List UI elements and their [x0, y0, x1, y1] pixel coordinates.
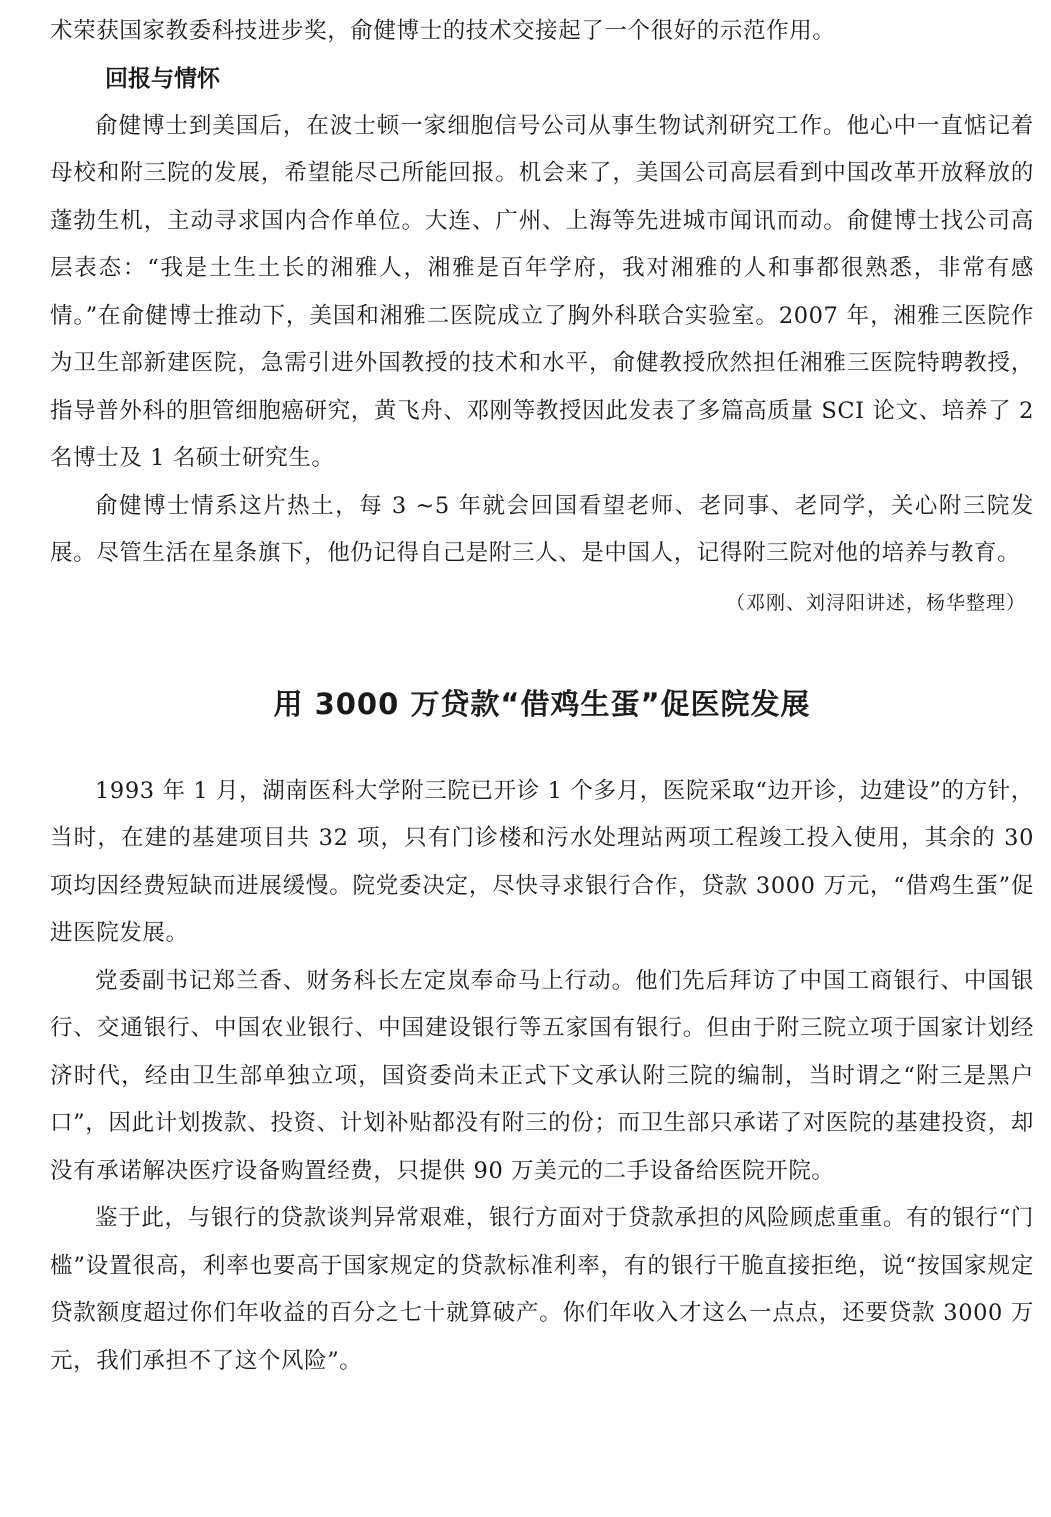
body-paragraph: 俞健博士情系这片热土，每 3 ~5 年就会回国看望老师、老同事、老同学，关心附三院发展。尽管生活在星条旗下，他仍记得自己是附三人、是中国人，记得附三院对他的培养与教育。 [50, 492, 1034, 566]
body-paragraph: 俞健博士到美国后，在波士顿一家细胞信号公司从事生物试剂研究工作。他心中一直惦记着母校和附三院的发展，希望能尽己所能回报。机会来了，美国公司高层看到中国改革开放释放的蓬勃生机，主动寻求国内合作单位。大连、广州、上海等先进城市闻讯而动。俞健博士找公司高层表态：“我是土生土长的湘雅人，湘雅是百年学府，我对湘雅的人和事都很熟悉，非常有感情。”在俞健博士推动下，美国和湘雅二医院成立了胸外科联合实验室。2007 年，湘雅三医院作为卫生部新建医院，急需引进外国教授的技术和水平，俞健教授欣然担任湘雅三医院特聘教授，指导普外科的胆管细胞癌研究，黄飞舟、邓刚等教授因此发表了多篇高质量 SCI 论文、培养了 2 名博士及 1 名硕士研究生。 [50, 112, 1034, 471]
body-paragraph: 党委副书记郑兰香、财务科长左定岚奉命马上行动。他们先后拜访了中国工商银行、中国银行、交通银行、中国农业银行、中国建设银行等五家国有银行。但由于附三院立项于国家计划经济时代，经由卫生部单独立项，国资委尚未正式下文承认附三院的编制，当时谓之“附三是黑户口”，因此计划拨款、投资、计划补贴都没有附三的份；而卫生部只承诺了对医院的基建投资，却没有承诺解决医疗设备购置经费，只提供 90 万美元的二手设备给医院开院。 [50, 967, 1034, 1184]
body-paragraph: 1993 年 1 月，湖南医科大学附三院已开诊 1 个多月，医院采取“边开诊，边建设”的方针，当时，在建的基建项目共 32 项，只有门诊楼和污水处理站两项工程竣工投入使用，其余的 30 项均因经费短缺而进展缓慢。院党委决定，尽快寻求银行合作，贷款 3000 万元，“借鸡生蛋”促进医院发展。 [50, 777, 1034, 946]
author-credit: （邓刚、刘浔阳讲述，杨华整理） [725, 591, 1026, 614]
document-page [50, 8, 1034, 1385]
section-heading: 回报与情怀 [105, 65, 220, 92]
article-title: 用 3000 万贷款“借鸡生蛋”促医院发展 [273, 686, 811, 721]
continuation-paragraph: 术荣获国家教委科技进步奖，俞健博士的技术交接起了一个很好的示范作用。 [50, 18, 836, 44]
body-paragraph: 鉴于此，与银行的贷款谈判异常艰难，银行方面对于贷款承担的风险顾虑重重。有的银行“门槛”设置很高，利率也要高于国家规定的贷款标准利率，有的银行干脆直接拒绝，说“按国家规定贷款额度超过你们年收益的百分之七十就算破产。你们年收入才这么一点点，还要贷款 3000 万元，我们承担不了这个风险”。 [50, 1205, 1034, 1374]
